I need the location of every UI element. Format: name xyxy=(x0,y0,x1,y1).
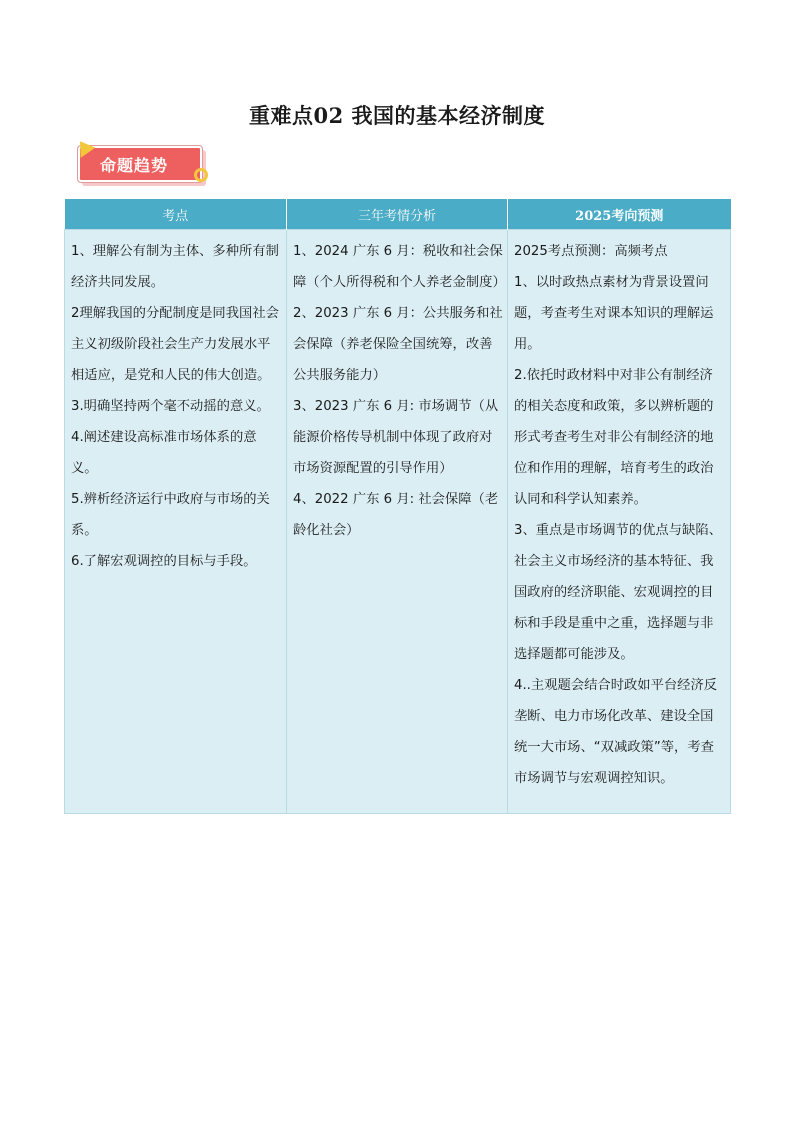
list-item: 4、2022 广东 6 月: 社会保障（老龄化社会） xyxy=(293,492,499,538)
cell-analysis xyxy=(287,230,508,814)
list-item: 4..主观题会结合时政如平台经济反垄断、电力市场化改革、建设全国统一大市场、“双减政策”等，考查市场调节与宏观调控知识。 xyxy=(514,678,718,786)
header-cell-analysis: 三年考情分析 xyxy=(287,199,508,230)
list-item: 3、重点是市场调节的优点与缺陷、社会主义市场经济的基本特征、我国政府的经济职能、宏观调控的目标和手段是重中之重，选择题与非选择题都可能涉及。 xyxy=(514,523,722,662)
cell-topics xyxy=(65,230,287,814)
list-item: 5.辨析经济运行中政府与市场的关系。 xyxy=(71,492,270,538)
list-item: 4.阐述建设高标准市场体系的意义。 xyxy=(71,430,257,476)
list-item: 6.了解宏观调控的目标与手段。 xyxy=(71,554,257,569)
header-cell-topic: 考点 xyxy=(65,199,287,230)
list-item: 2理解我国的分配制度是同我国社会主义初级阶段社会生产力发展水平相适应，是党和人民的伟大创造。 xyxy=(71,306,279,383)
list-item: 3.明确坚持两个毫不动摇的意义。 xyxy=(71,399,270,414)
list-item: 1、理解公有制为主体、多种所有制经济共同发展。 xyxy=(71,244,279,290)
table-row xyxy=(65,230,731,814)
trend-table xyxy=(64,199,731,814)
list-item: 1、2024 广东 6 月：税收和社会保障（个人所得税和个人养老金制度） xyxy=(293,244,506,290)
list-item: 3、2023 广东 6 月: 市场调节（从能源价格传导机制中体现了政府对市场资源配置的引导作用） xyxy=(293,399,499,476)
ring-icon xyxy=(194,168,208,182)
list-item: 2025考点预测：高频考点 xyxy=(514,244,668,259)
cell-forecast xyxy=(508,230,731,814)
table-header-row xyxy=(65,199,731,230)
list-item: 2、2023 广东 6 月：公共服务和社会保障（养老保险全国统筹，改善公共服务能力） xyxy=(293,306,503,383)
page-title: 重难点02 我国的基本经济制度 xyxy=(248,103,546,128)
badge-label: 命题趋势 xyxy=(78,146,202,182)
section-badge xyxy=(70,138,220,196)
list-item: 1、以时政热点素材为背景设置问题，考查考生对课本知识的理解运用。 xyxy=(514,275,714,352)
list-item: 2.依托时政材料中对非公有制经济的相关态度和政策，多以辨析题的形式考查考生对非公有制经济的地位和作用的理解，培育考生的政治认同和科学认知素养。 xyxy=(514,368,714,507)
header-cell-forecast: 2025考向预测 xyxy=(508,199,731,230)
